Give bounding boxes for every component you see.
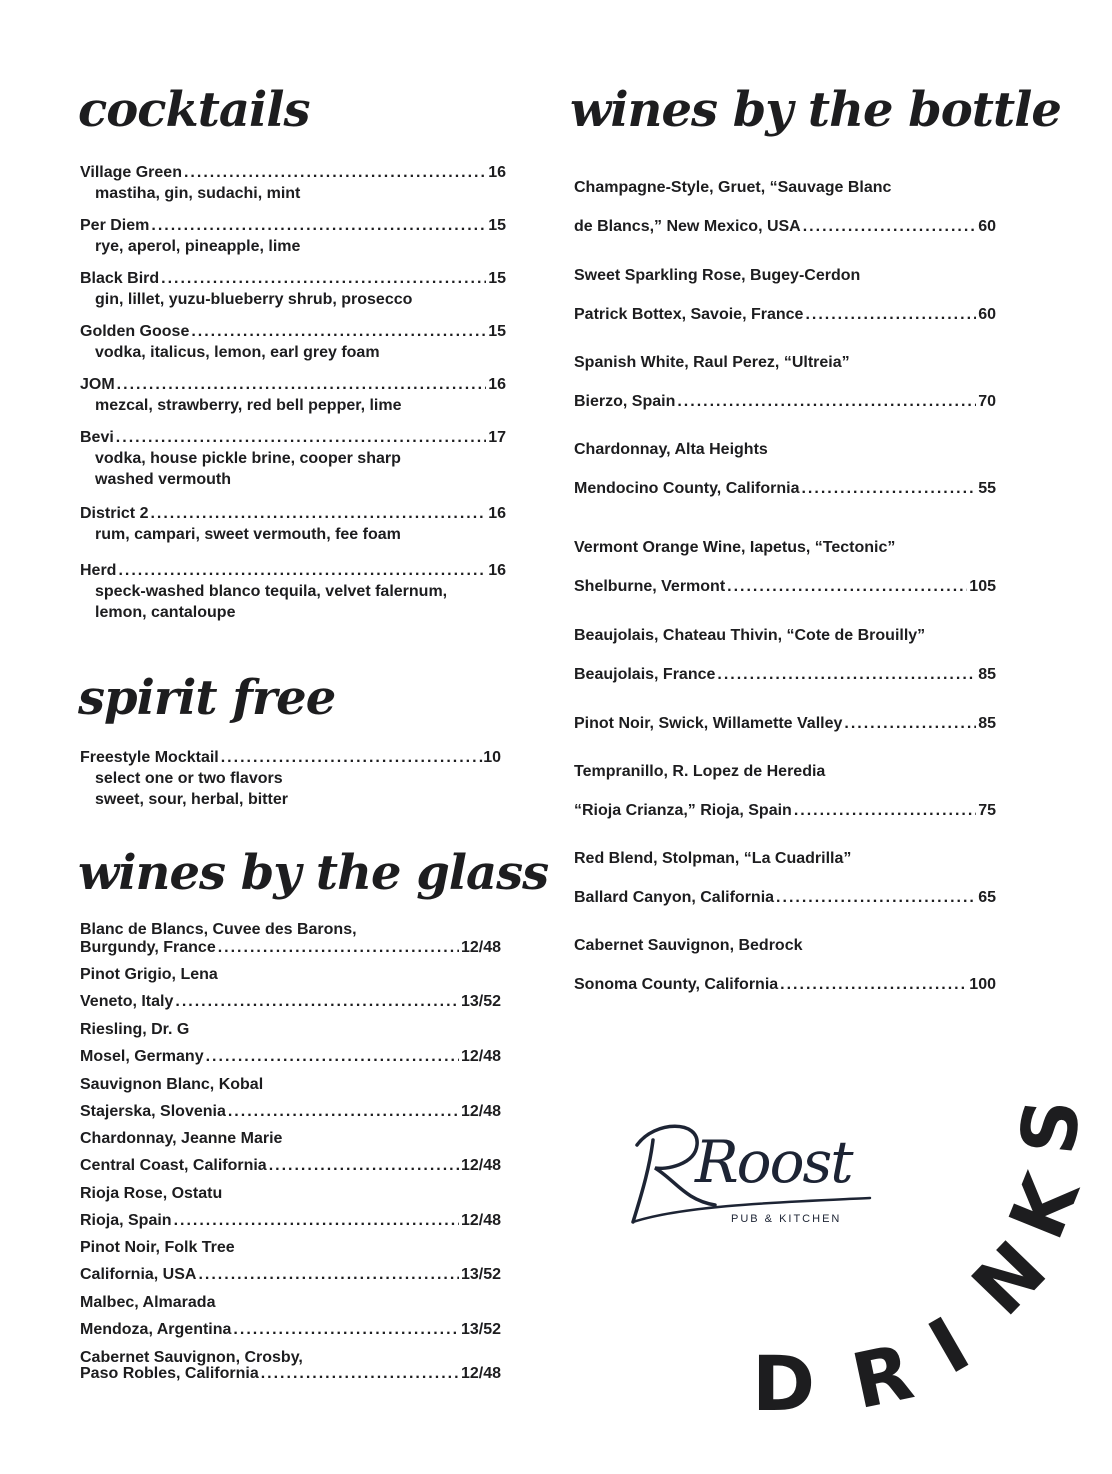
item-price: 85 — [978, 666, 996, 683]
item-origin: Beaujolais, France — [574, 666, 716, 683]
wine-glass-title: Chardonnay, Jeanne Marie — [80, 1130, 283, 1147]
item-origin: Ballard Canyon, California — [574, 889, 775, 906]
drinks-letter: N — [954, 1224, 1064, 1332]
spirit-free-list — [80, 748, 501, 814]
item-origin: Central Coast, California — [80, 1157, 267, 1174]
item-price: .10 — [478, 749, 501, 766]
item-origin: Mendoza, Argentina — [80, 1321, 232, 1338]
wine-glass-item — [80, 1211, 501, 1231]
logo-subtitle: PUB & KITCHEN — [731, 1213, 842, 1225]
dot-leader — [175, 992, 459, 1012]
wine-glass-item — [80, 1320, 501, 1340]
wine-bottle-item — [574, 665, 996, 685]
cocktails-list — [80, 163, 506, 633]
item-name: District 2 — [80, 505, 149, 522]
wines-bottle-heading: wines by the bottle — [570, 82, 1061, 138]
cocktail-item — [80, 163, 506, 204]
item-price: 13/52 — [460, 993, 501, 1010]
dot-leader — [805, 305, 976, 325]
wine-bottle-title: Vermont Orange Wine, Iapetus, “Tectonic” — [574, 539, 896, 556]
dot-leader — [174, 1211, 459, 1231]
item-price: 60 — [978, 306, 996, 323]
wine-glass-item — [80, 1265, 501, 1285]
wine-bottle-item — [574, 577, 996, 597]
item-description: select one or two flavors — [95, 770, 283, 787]
dot-leader — [794, 801, 976, 821]
item-price: 12/48 — [460, 939, 501, 956]
item-price: 60 — [978, 218, 996, 235]
wine-glass-item — [80, 1364, 501, 1384]
wines-glass-heading: wines by the glass — [78, 845, 549, 901]
item-price: 16 — [488, 164, 506, 181]
wine-glass-title: Cabernet Sauvignon, Crosby, — [80, 1349, 303, 1366]
item-origin: Rioja, Spain — [80, 1212, 172, 1229]
item-price: 100 — [969, 976, 996, 993]
item-price: 13/52 — [460, 1321, 501, 1338]
dot-leader — [228, 1102, 459, 1122]
item-description: mastiha, gin, sudachi, mint — [95, 185, 301, 202]
dot-leader — [717, 665, 976, 685]
item-price: 12/48 — [460, 1048, 501, 1065]
dot-leader — [116, 428, 486, 448]
item-description: washed vermouth — [95, 471, 232, 488]
cocktail-item — [80, 504, 506, 545]
item-name: JOM — [80, 376, 115, 393]
item-origin: Patrick Bottex, Savoie, France — [574, 306, 804, 323]
wine-glass-item — [80, 938, 501, 958]
cocktail-item — [80, 322, 506, 363]
drinks-letter: D — [752, 1339, 816, 1428]
item-origin: “Rioja Crianza,” Rioja, Spain — [574, 802, 792, 819]
item-origin: California, USA — [80, 1266, 197, 1283]
item-price: 12/48 — [460, 1365, 501, 1382]
dot-leader — [801, 479, 976, 499]
item-price: 16 — [488, 376, 506, 393]
item-price: 85 — [978, 715, 996, 732]
wine-glass-title: Sauvignon Blanc, Kobal — [80, 1076, 264, 1093]
dot-leader — [677, 392, 976, 412]
wine-bottle-item — [574, 479, 996, 499]
item-origin: Burgundy, France — [80, 939, 216, 956]
item-price: 15 — [488, 217, 506, 234]
cocktail-item — [80, 269, 506, 310]
item-origin: Veneto, Italy — [80, 993, 174, 1010]
item-name: Golden Goose — [80, 323, 190, 340]
item-origin: Stajerska, Slovenia — [80, 1103, 226, 1120]
item-origin: Mendocino County, California — [574, 480, 800, 497]
item-description: sweet, sour, herbal, bitter — [95, 791, 288, 808]
item-origin: Sonoma County, California — [574, 976, 779, 993]
item-price: 13/52 — [460, 1266, 501, 1283]
item-price: 70 — [978, 393, 996, 410]
item-name: Herd — [80, 562, 117, 579]
dot-leader — [727, 577, 967, 597]
wine-glass-item — [80, 1047, 501, 1067]
item-price: 16 — [488, 562, 506, 579]
dot-leader — [150, 504, 486, 524]
item-price: 75 — [978, 802, 996, 819]
dot-leader — [161, 269, 486, 289]
dot-leader — [844, 714, 976, 734]
item-name: Bevi — [80, 429, 114, 446]
wine-bottle-item — [574, 217, 996, 237]
dot-leader — [191, 322, 486, 342]
wine-glass-title: Pinot Noir, Folk Tree — [80, 1239, 235, 1256]
wine-glass-title: Blanc de Blancs, Cuvee des Barons, — [80, 921, 357, 938]
wine-glass-title: Riesling, Dr. G — [80, 1021, 190, 1038]
item-name: Village Green — [80, 164, 182, 181]
item-price: 12/48 — [460, 1157, 501, 1174]
spirit-free-heading: spirit free — [78, 670, 336, 726]
item-origin: Paso Robles, California — [80, 1365, 259, 1382]
dot-leader — [261, 1364, 459, 1384]
item-description: rye, aperol, pineapple, lime — [95, 238, 301, 255]
cocktails-heading: cocktails — [78, 82, 310, 138]
wine-bottle-item — [574, 975, 996, 995]
wine-bottle-title: Spanish White, Raul Perez, “Ultreia” — [574, 354, 850, 371]
dot-leader — [218, 938, 459, 958]
item-price: 17 — [488, 429, 506, 446]
item-price: 55 — [978, 480, 996, 497]
item-name: Per Diem — [80, 217, 150, 234]
drinks-letter: R — [844, 1326, 921, 1427]
item-price: 15 — [488, 270, 506, 287]
drinks-letter: K — [991, 1162, 1097, 1251]
wine-glass-title: Pinot Grigio, Lena — [80, 966, 218, 983]
cocktail-item — [80, 216, 506, 257]
wine-bottle-item — [574, 888, 996, 908]
logo-script-text: Roost — [695, 1128, 852, 1196]
wine-bottle-item — [574, 305, 996, 325]
dot-leader — [803, 217, 976, 237]
dot-leader — [269, 1156, 459, 1176]
item-description: lemon, cantaloupe — [95, 604, 236, 621]
item-description: vodka, house pickle brine, cooper sharp — [95, 450, 401, 467]
wine-bottle-title: Beaujolais, Chateau Thivin, “Cote de Brouilly” — [574, 627, 926, 644]
item-origin: Bierzo, Spain — [574, 393, 676, 410]
item-description: vodka, italicus, lemon, earl grey foam — [95, 344, 380, 361]
item-price: 12/48 — [460, 1103, 501, 1120]
cocktail-item — [80, 375, 506, 416]
item-price: 15 — [488, 323, 506, 340]
item-origin: Mosel, Germany — [80, 1048, 204, 1065]
dot-leader — [198, 1265, 458, 1285]
wine-bottle-title: Tempranillo, R. Lopez de Heredia — [574, 763, 826, 780]
item-description: gin, lillet, yuzu-blueberry shrub, prosecco — [95, 291, 413, 308]
roost-logo — [625, 1110, 875, 1250]
item-price: 16 — [488, 505, 506, 522]
wine-bottle-title: Champagne-Style, Gruet, “Sauvage Blanc — [574, 179, 892, 196]
wine-glass-title: Malbec, Almarada — [80, 1294, 216, 1311]
dot-leader — [233, 1320, 459, 1340]
wine-bottle-title: Chardonnay, Alta Heights — [574, 441, 768, 458]
item-price: 105 — [969, 578, 996, 595]
wine-bottle-title: Sweet Sparkling Rose, Bugey-Cerdon — [574, 267, 861, 284]
item-origin: Pinot Noir, Swick, Willamette Valley — [574, 715, 843, 732]
mocktail-item — [80, 748, 501, 810]
drinks-letter: S — [1003, 1094, 1098, 1159]
wines-bottle-list — [574, 178, 996, 1008]
wine-glass-item — [80, 1156, 501, 1176]
wine-glass-item — [80, 992, 501, 1012]
cocktail-item — [80, 428, 506, 490]
dot-leader — [117, 375, 487, 395]
dot-leader — [118, 561, 486, 581]
wine-glass-item — [80, 1102, 501, 1122]
item-description: rum, campari, sweet vermouth, fee foam — [95, 526, 401, 543]
dot-leader — [151, 216, 486, 236]
item-description: mezcal, strawberry, red bell pepper, lime — [95, 397, 402, 414]
item-price: 12/48 — [460, 1212, 501, 1229]
item-price: 65 — [978, 889, 996, 906]
dot-leader — [206, 1047, 459, 1067]
item-description: speck-washed blanco tequila, velvet falernum, — [95, 583, 448, 600]
wine-bottle-item — [574, 714, 996, 734]
item-origin: de Blancs,” New Mexico, USA — [574, 218, 801, 235]
drinks-letter: I — [914, 1299, 984, 1392]
dot-leader — [184, 163, 486, 183]
dot-leader — [776, 888, 976, 908]
wine-bottle-title: Cabernet Sauvignon, Bedrock — [574, 937, 803, 954]
wine-bottle-item — [574, 392, 996, 412]
dot-leader — [221, 748, 477, 768]
item-origin: Shelburne, Vermont — [574, 578, 726, 595]
wine-bottle-title: Red Blend, Stolpman, “La Cuadrilla” — [574, 850, 852, 867]
wines-glass-list — [80, 920, 501, 1390]
cocktail-item — [80, 561, 506, 623]
wine-glass-title: Rioja Rose, Ostatu — [80, 1185, 223, 1202]
item-name: Black Bird — [80, 270, 160, 287]
dot-leader — [780, 975, 967, 995]
wine-bottle-item — [574, 801, 996, 821]
item-name: Freestyle Mocktail — [80, 749, 219, 766]
